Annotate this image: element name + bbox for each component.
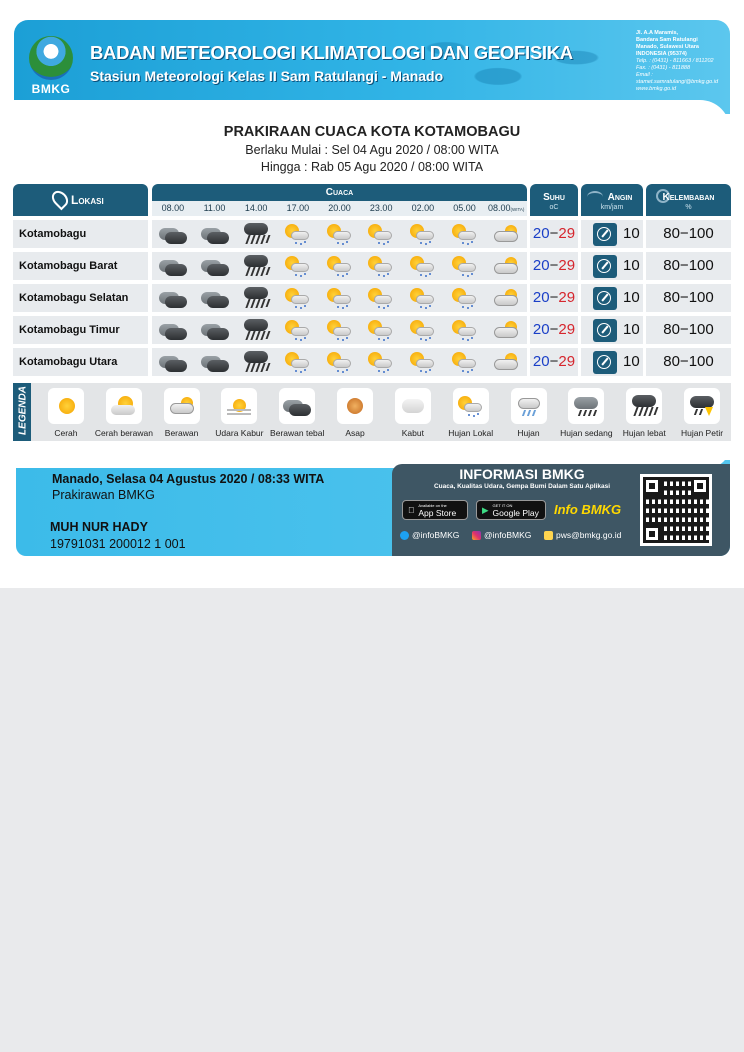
location-name: Kotamobagu Timur: [13, 316, 148, 344]
qr-eye: [643, 477, 661, 495]
weather-cell: [360, 348, 402, 376]
signature-nip: 19791031 200012 1 001: [50, 537, 186, 551]
legend-icon-box: [221, 388, 257, 424]
wind-cell: [581, 316, 643, 344]
weather-cell: [277, 316, 319, 344]
compass-icon: [593, 287, 617, 310]
hujan-lebat-icon: [241, 351, 271, 373]
weather-cell: [152, 316, 194, 344]
berawan-icon: [167, 395, 197, 417]
info-bmkg-brand: Info BMKG: [554, 502, 622, 517]
table-row: [13, 252, 731, 280]
legend-icon-box: [48, 388, 84, 424]
hujan-lokal-icon: [408, 351, 438, 373]
legend-icon-box: [337, 388, 373, 424]
temp-min: 20: [532, 353, 550, 370]
berawan-tebal-icon: [158, 287, 188, 309]
hujan-lokal-icon: [325, 223, 355, 245]
hujan-lokal-icon: [450, 319, 480, 341]
berawan-icon: [491, 255, 521, 277]
weather-strip: [152, 220, 527, 248]
app-store-button[interactable]: [402, 500, 468, 520]
compass-icon: [593, 351, 617, 374]
berawan-icon: [491, 287, 521, 309]
legend-item: [442, 383, 500, 441]
info-title: INFORMASI BMKG: [459, 466, 585, 482]
berawan-tebal-icon: [158, 255, 188, 277]
temp-max: 29: [558, 289, 576, 306]
temperature-range: [530, 316, 578, 344]
hujan-lokal-icon: [283, 255, 313, 277]
berawan-icon: [491, 223, 521, 245]
temp-min: 20: [532, 257, 550, 274]
weather-strip: [152, 284, 527, 312]
weather-cell: [485, 252, 527, 280]
header-suhu-unit: oC: [549, 204, 559, 211]
wind-speed: 10: [623, 257, 640, 274]
weather-cell: [277, 220, 319, 248]
legend-item: [268, 383, 326, 441]
header-angin-label: Angin: [607, 192, 633, 203]
humidity-range: 80−100: [646, 220, 731, 248]
legend-label: Hujan sedang: [560, 428, 613, 438]
footer: [16, 446, 730, 556]
weather-cell: [485, 348, 527, 376]
weather-cell: [235, 348, 277, 376]
wind-cell: [581, 284, 643, 312]
hujan-lokal-icon: [283, 223, 313, 245]
header-cuaca-label: Cuaca: [325, 187, 354, 198]
header-suhu: [530, 184, 578, 216]
address-block: [636, 30, 728, 93]
temperature-range: [530, 348, 578, 376]
qr-eye: [643, 525, 661, 543]
wind-cell: [581, 220, 643, 248]
twitter-handle: @infoBMKG: [412, 530, 460, 540]
time-label: 23.00: [369, 203, 393, 213]
cerah-berawan-icon: [109, 395, 139, 417]
hujan-lokal-icon: [366, 255, 396, 277]
temp-dash: −: [549, 225, 559, 242]
legend-items: [37, 383, 731, 441]
hujan-lokal-icon: [408, 255, 438, 277]
berawan-tebal-icon: [158, 223, 188, 245]
berawan-icon: [491, 351, 521, 373]
hujan-lokal-icon: [456, 395, 486, 417]
temp-dash: −: [549, 321, 559, 338]
weather-cell: [194, 220, 236, 248]
compass-icon: [593, 319, 617, 342]
weather-cell: [152, 252, 194, 280]
page-title: PRAKIRAAN CUACA KOTA KOTAMOBAGU: [223, 124, 521, 140]
legend-icon-box: [626, 388, 662, 424]
location-name: Kotamobagu: [13, 220, 148, 248]
header-lokasi: [13, 184, 148, 216]
app-store-text: [412, 502, 456, 518]
twitter-icon: [400, 531, 409, 540]
header-angin: [581, 184, 643, 216]
header-suhu-label: Suhu: [543, 192, 565, 203]
agency-name: BADAN METEOROLOGI KLIMATOLOGI DAN GEOFISIKA: [90, 42, 573, 63]
hujan-lokal-icon: [450, 351, 480, 373]
hujan-lokal-icon: [325, 351, 355, 373]
legend-icon-box: [395, 388, 431, 424]
berawan-tebal-icon: [200, 319, 230, 341]
location-name: Kotamobagu Utara: [13, 348, 148, 376]
website: www.bmkg.go.id: [636, 86, 677, 92]
legend-label: Hujan Petir: [680, 428, 724, 438]
info-subtitle: Cuaca, Kualitas Udara, Gempa Bumi Dalam Satu Aplikasi: [433, 483, 611, 490]
time-label-last: [485, 201, 527, 216]
weather-cell: [402, 220, 444, 248]
google-play-small: GET IT ON: [492, 502, 513, 508]
weather-cell: [319, 284, 361, 312]
weather-cell: [277, 348, 319, 376]
weather-cell: [444, 316, 486, 344]
temp-dash: −: [549, 257, 559, 274]
time-row: [152, 201, 527, 216]
legend-item: [500, 383, 558, 441]
email-link[interactable]: [544, 530, 621, 540]
table-row: [13, 284, 731, 312]
temp-max: 29: [558, 257, 576, 274]
legend-label: Hujan lebat: [622, 428, 666, 438]
temp-max: 29: [558, 321, 576, 338]
valid-from: Berlaku Mulai : Sel 04 Agu 2020 / 08:00 WITA: [245, 143, 499, 157]
hujan-lokal-icon: [325, 255, 355, 277]
weather-cell: [444, 252, 486, 280]
legend-item: [615, 383, 673, 441]
temperature-range: [530, 252, 578, 280]
qr-code: [640, 474, 712, 546]
info-bmkg-panel: [392, 464, 730, 556]
instagram-icon: [472, 531, 481, 540]
app-store-label: App Store: [412, 507, 450, 518]
berawan-tebal-icon: [200, 287, 230, 309]
legend-label: Kabut: [401, 428, 424, 438]
humidity-range: 80−100: [646, 252, 731, 280]
google-play-button[interactable]: [476, 500, 546, 520]
weather-cell: [444, 284, 486, 312]
time-label: 08.00: [161, 203, 185, 213]
address-line: Jl. A.A Maramis,: [636, 30, 679, 36]
legend-label: Cerah berawan: [94, 428, 153, 438]
legend-item: [673, 383, 731, 441]
legend-item: [326, 383, 384, 441]
mail-icon: [544, 531, 553, 540]
temp-dash: −: [549, 353, 559, 370]
legend-item: [210, 383, 268, 441]
logo-text: BMKG: [31, 82, 71, 96]
weather-strip: [152, 252, 527, 280]
google-play-text: [493, 503, 539, 518]
legend: [13, 383, 731, 441]
legend-icon-box: [453, 388, 489, 424]
email-label: Email :: [636, 72, 653, 78]
hujan-lokal-icon: [325, 319, 355, 341]
wind-cell: [581, 252, 643, 280]
temp-min: 20: [532, 225, 550, 242]
valid-to: Hingga : Rab 05 Agu 2020 / 08:00 WITA: [260, 160, 484, 174]
weather-cell: [360, 316, 402, 344]
temp-min: 20: [532, 321, 550, 338]
weather-cell: [277, 252, 319, 280]
hujan-lokal-icon: [450, 223, 480, 245]
qr-pattern: [643, 477, 709, 543]
hujan-lokal-icon: [408, 223, 438, 245]
table-row: [13, 220, 731, 248]
time-label: 17.00: [286, 203, 310, 213]
legend-label: Udara Kabur: [215, 428, 264, 438]
hujan-lokal-icon: [283, 351, 313, 373]
legend-label: Berawan: [164, 428, 199, 438]
berawan-tebal-icon: [158, 319, 188, 341]
time-label: 02.00: [411, 203, 435, 213]
address-line: Bandara Sam Ratulangi: [636, 37, 698, 43]
time-label: 08.00: [487, 203, 511, 213]
hujan-lokal-icon: [408, 287, 438, 309]
kabut-icon: [398, 395, 428, 417]
hujan-lokal-icon: [283, 319, 313, 341]
hujan-lebat-icon: [241, 223, 271, 245]
weather-cell: [444, 220, 486, 248]
play-icon: ▶: [482, 504, 489, 515]
table-row: [13, 348, 731, 376]
weather-cell: [485, 316, 527, 344]
hujan-lokal-icon: [366, 351, 396, 373]
weather-strip: [152, 316, 527, 344]
legend-item: [37, 383, 95, 441]
wind-speed: 10: [623, 225, 640, 242]
hujan-petir-icon: [687, 395, 717, 417]
weather-cell: [360, 220, 402, 248]
asap-icon: [340, 395, 370, 417]
weather-cell: [485, 284, 527, 312]
wind-cell: [581, 348, 643, 376]
signature-date: Manado, Selasa 04 Agustus 2020 / 08:33 WITA: [52, 472, 325, 486]
time-label: 14.00: [244, 203, 268, 213]
location-name: Kotamobagu Barat: [13, 252, 148, 280]
hujan-lebat-icon: [629, 395, 659, 417]
legend-label: Hujan: [517, 428, 540, 438]
header-kelembaban-unit: %: [685, 204, 692, 211]
hujan-lebat-icon: [241, 319, 271, 341]
address-line: Manado, Sulawesi Utara: [636, 44, 699, 50]
compass-icon: [593, 255, 617, 278]
weather-cell: [444, 348, 486, 376]
humidity-range: 80−100: [646, 284, 731, 312]
weather-cell: [360, 284, 402, 312]
hujan-icon: [514, 395, 544, 417]
table-row: [13, 316, 731, 344]
header-angin-unit: km/jam: [600, 204, 624, 211]
twitter-link[interactable]: [400, 530, 459, 540]
hujan-sedang-icon: [571, 395, 601, 417]
signature-name: MUH NUR HADY: [50, 520, 148, 534]
weather-cell: [402, 348, 444, 376]
wind-speed: 10: [623, 289, 640, 306]
temp-dash: −: [549, 289, 559, 306]
legend-item: [95, 383, 153, 441]
berawan-tebal-icon: [200, 351, 230, 373]
weather-cell: [319, 220, 361, 248]
instagram-link[interactable]: [472, 530, 531, 540]
compass-icon: [593, 223, 617, 246]
legend-icon-box: [164, 388, 200, 424]
legend-tag: [13, 383, 31, 441]
legend-tag-label: LEGENDA: [17, 386, 29, 435]
legend-item: [557, 383, 615, 441]
legend-label: Berawan tebal: [270, 428, 325, 438]
legend-item: [384, 383, 442, 441]
weather-cell: [402, 252, 444, 280]
qr-eye: [691, 477, 709, 495]
location-pin-icon: [49, 188, 72, 211]
weather-cell: [152, 220, 194, 248]
berawan-tebal-icon: [200, 223, 230, 245]
weather-cell: [194, 252, 236, 280]
legend-label: Asap: [345, 428, 365, 438]
google-play-label: Google Play: [492, 507, 539, 518]
hujan-lokal-icon: [450, 255, 480, 277]
weather-cell: [319, 348, 361, 376]
app-store-small: Available on the: [412, 502, 441, 508]
weather-cell: [235, 220, 277, 248]
header-lokasi-label: Lokasi: [71, 193, 104, 207]
weather-cell: [235, 284, 277, 312]
bmkg-logo-icon: [29, 36, 73, 80]
berawan-tebal-icon: [282, 395, 312, 417]
station-name: Stasiun Meteorologi Kelas II Sam Ratulangi - Manado: [90, 68, 444, 84]
fax: Fax. : (0431) - 811888: [636, 65, 691, 71]
wind-speed: 10: [623, 321, 640, 338]
email: stamet.samratulangi@bmkg.go.id: [636, 79, 719, 85]
berawan-icon: [491, 319, 521, 341]
weather-cell: [360, 252, 402, 280]
hujan-lokal-icon: [325, 287, 355, 309]
weather-strip: [152, 348, 527, 376]
weather-cell: [152, 348, 194, 376]
berawan-tebal-icon: [200, 255, 230, 277]
legend-icon-box: [511, 388, 547, 424]
instagram-handle: @infoBMKG: [484, 530, 532, 540]
hujan-lebat-icon: [241, 287, 271, 309]
location-name: Kotamobagu Selatan: [13, 284, 148, 312]
legend-icon-box: [279, 388, 315, 424]
wind-speed: 10: [623, 353, 640, 370]
weather-cell: [485, 220, 527, 248]
weather-cell: [235, 316, 277, 344]
humidity-range: 80−100: [646, 316, 731, 344]
hujan-lokal-icon: [408, 319, 438, 341]
temperature-range: [530, 284, 578, 312]
time-label: 20.00: [328, 203, 351, 213]
header-cuaca: [152, 184, 527, 216]
apple-icon: [408, 505, 414, 515]
temp-min: 20: [532, 289, 550, 306]
header-kelembaban: [646, 184, 731, 216]
address-line: INDONESIA (95374): [636, 51, 687, 57]
udara-kabur-icon: [224, 395, 254, 417]
weather-cell: [319, 252, 361, 280]
temp-max: 29: [558, 353, 576, 370]
weather-cell: [319, 316, 361, 344]
weather-cell: [194, 348, 236, 376]
header-kelembaban-label: Kelembaban: [662, 192, 715, 203]
temp-max: 29: [558, 225, 576, 242]
hujan-lokal-icon: [366, 223, 396, 245]
humidity-range: 80−100: [646, 348, 731, 376]
hujan-lokal-icon: [283, 287, 313, 309]
phone: Telp. : (0431) - 811663 / 811202: [636, 58, 714, 64]
weather-cell: [235, 252, 277, 280]
weather-cell: [194, 316, 236, 344]
cerah-icon: [51, 395, 81, 417]
temperature-range: [530, 220, 578, 248]
hujan-lokal-icon: [366, 319, 396, 341]
weather-cell: [152, 284, 194, 312]
time-suffix: (WITA): [510, 207, 525, 212]
legend-icon-box: [568, 388, 604, 424]
weather-cell: [402, 284, 444, 312]
hujan-lokal-icon: [450, 287, 480, 309]
weather-cell: [402, 316, 444, 344]
berawan-tebal-icon: [158, 351, 188, 373]
legend-label: Cerah: [54, 428, 78, 438]
signature-role: Prakirawan BMKG: [52, 488, 155, 502]
legend-icon-box: [684, 388, 720, 424]
time-label: 11.00: [203, 203, 226, 213]
legend-icon-box: [106, 388, 142, 424]
bmkg-logo: [26, 36, 76, 96]
time-label: 05.00: [453, 203, 476, 213]
email-address: pws@bmkg.go.id: [556, 530, 622, 540]
legend-label: Hujan Lokal: [448, 428, 494, 438]
weather-cell: [277, 284, 319, 312]
hujan-lokal-icon: [366, 287, 396, 309]
legend-item: [153, 383, 211, 441]
weather-cell: [194, 284, 236, 312]
hujan-lebat-icon: [241, 255, 271, 277]
